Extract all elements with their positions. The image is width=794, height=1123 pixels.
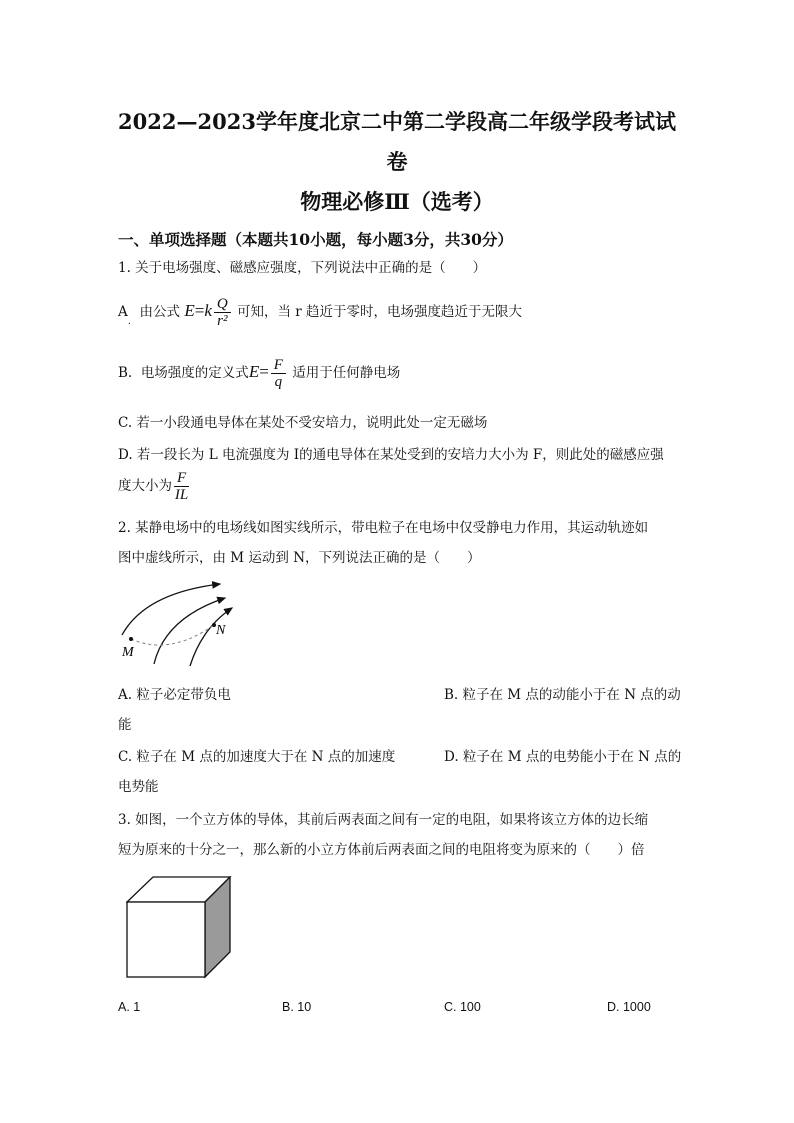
label-n: N bbox=[216, 623, 226, 638]
q1-b-pre: 电场强度的定义式 bbox=[140, 365, 249, 381]
q1-b-label: B. bbox=[118, 365, 133, 381]
q1-b-fraction bbox=[271, 357, 286, 390]
q1-a-pre: 由公式 bbox=[139, 304, 181, 320]
q2-option-a: A. 粒子必定带负电 bbox=[118, 687, 231, 703]
q1-b-denominator: q bbox=[274, 374, 283, 390]
q1-option-d-line2 bbox=[118, 470, 191, 503]
q1-option-a bbox=[118, 296, 522, 329]
q1-b-post: 适用于任何静电场 bbox=[292, 365, 401, 381]
q3-option-c: C. 100 bbox=[444, 1000, 481, 1014]
q1-a-post: 可知，当 r 趋近于零时，电场强度趋近于无限大 bbox=[237, 304, 523, 320]
q1-d-denominator: IL bbox=[174, 487, 189, 503]
exam-title-line2: 卷 bbox=[386, 149, 408, 174]
q2-field-line-figure bbox=[110, 578, 250, 668]
q1-a-formula-lhs: E bbox=[184, 301, 195, 320]
q3-option-b: B. 10 bbox=[282, 1000, 312, 1014]
q2-option-d-line2: 电势能 bbox=[118, 779, 159, 795]
q1-b-formula-eq: = bbox=[259, 362, 269, 381]
q1-d-fraction bbox=[174, 470, 189, 503]
exam-title-line1: 2022—2023学年度北京二中第二学段高二年级学段考试试 bbox=[118, 109, 676, 134]
q1-b-numerator: F bbox=[271, 357, 286, 374]
q1-a-formula-k: k bbox=[204, 301, 212, 320]
q2-option-d-line1: D. 粒子在 M 点的电势能小于在 N 点的 bbox=[444, 749, 682, 765]
q1-stem: 1. 关于电场强度、磁感应强度，下列说法中正确的是（ ） bbox=[118, 260, 487, 276]
q3-option-a: A. 1 bbox=[118, 1000, 141, 1014]
particle-trajectory bbox=[131, 625, 214, 645]
q1-a-formula-eq: = bbox=[194, 301, 205, 320]
q1-a-fraction bbox=[214, 296, 231, 329]
q1-option-d-line1: D. 若一段长为 L 电流强度为 I的通电导体在某处受到的安培力大小为 F，则此处的磁感应强 bbox=[118, 447, 664, 463]
q2-stem-line2: 图中虚线所示，由 M 运动到 N，下列说法正确的是（ ） bbox=[118, 550, 481, 566]
q1-option-b bbox=[118, 357, 400, 390]
q2-option-b-line2: 能 bbox=[118, 717, 132, 733]
field-line-3 bbox=[190, 608, 232, 666]
q1-a-label: A bbox=[118, 304, 128, 320]
cube-front-face bbox=[127, 902, 205, 977]
q3-stem-line2: 短为原来的十分之一，那么新的小立方体前后两表面之间的电阻将变为原来的（ ）倍 bbox=[118, 842, 645, 858]
q3-option-d: D. 1000 bbox=[607, 1000, 651, 1014]
q1-b-formula-lhs: E bbox=[248, 362, 260, 381]
q2-option-b-line1: B. 粒子在 M 点的动能小于在 N 点的动 bbox=[444, 687, 681, 703]
q1-a-denominator: r² bbox=[217, 313, 228, 329]
point-m bbox=[129, 637, 133, 641]
q1-a-dot: . bbox=[127, 316, 131, 327]
q2-stem-line1: 2. 某静电场中的电场线如图实线所示，带电粒子在电场中仅受静电力作用，其运动轨迹如 bbox=[118, 520, 649, 536]
q3-cube-figure bbox=[126, 876, 234, 980]
q1-option-c: C. 若一小段通电导体在某处不受安培力，说明此处一定无磁场 bbox=[118, 415, 488, 431]
q2-option-c: C. 粒子在 M 点的加速度大于在 N 点的加速度 bbox=[118, 749, 396, 765]
q1-d-numerator: F bbox=[174, 470, 189, 487]
q1-a-numerator: Q bbox=[214, 296, 231, 313]
section-heading: 一、单项选择题（本题共10小题，每小题3分，共30分） bbox=[118, 230, 513, 249]
field-line-2 bbox=[154, 598, 225, 664]
label-m: M bbox=[122, 645, 134, 660]
field-line-1 bbox=[122, 584, 220, 635]
q3-stem-line1: 3. 如图，一个立方体的导体，其前后两表面之间有一定的电阻，如果将该立方体的边长缩 bbox=[118, 812, 649, 828]
exam-subtitle: 物理必修Ⅲ（选考） bbox=[300, 189, 494, 214]
q1-d-pre: 度大小为 bbox=[118, 478, 172, 494]
